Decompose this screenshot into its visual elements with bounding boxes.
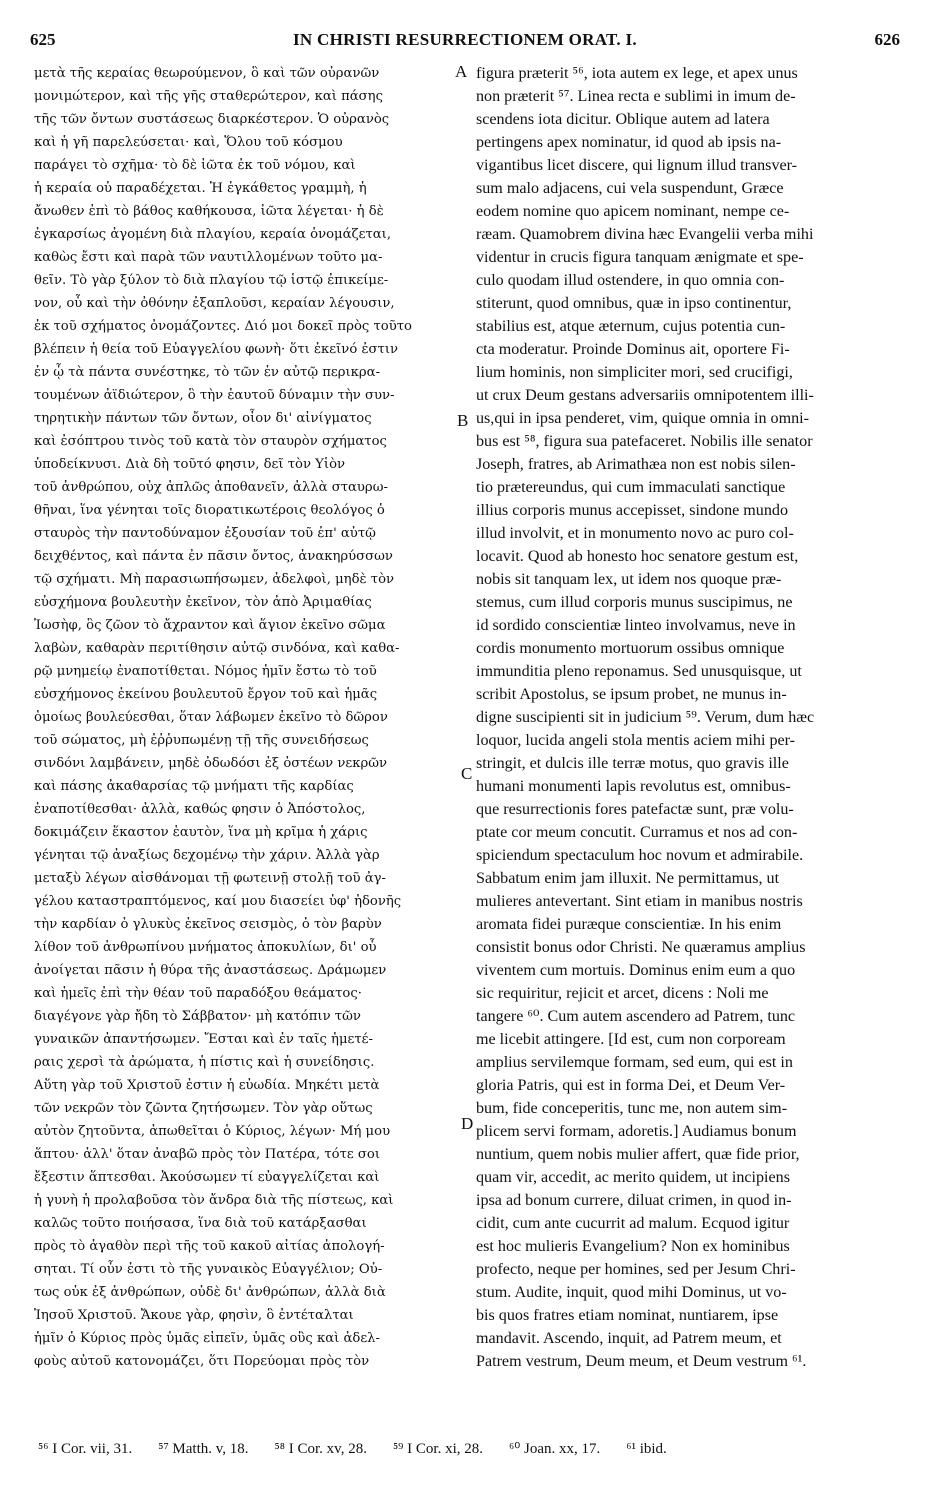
section-marker-a: A: [455, 62, 468, 81]
greek-text-line: εὐσχήμονα βουλευτὴν ἐκεῖνον, τὸν ἀπὸ Ἀριμαθίας: [34, 595, 372, 610]
greek-text-line: σινδόνι λαμβάνειν, μηδὲ ὀδωδόσι ἐξ ὀστέων νεκρῶν: [34, 756, 387, 771]
latin-text-line: stemus, cum illud corporis munus suscipimus, ne: [476, 594, 793, 611]
latin-text-line: illius corporis munus accepisset, sindone mundo: [476, 502, 788, 519]
latin-text-line: Patrem vestrum, Deum meum, et Deum vestrum ⁶¹.: [476, 1353, 807, 1370]
latin-text-line: culo quodam illud ostendere, in quo omnia con-: [476, 272, 785, 289]
greek-text-line: θῆναι, ἵνα γένηται τοῖς διορατικωτέροις θεολόγος ὁ: [34, 503, 385, 518]
latin-text-line: ut crux Deum gestans adversariis omnipotentem illi-: [476, 387, 814, 404]
greek-text-line: μεταξὺ λέγων αἰσθάνομαι τῇ φωτεινῇ στολῇ τοῦ ἀγ-: [34, 871, 386, 886]
latin-text-line: sic requiritur, rejicit et arcet, dicens : Noli me: [476, 985, 769, 1002]
greek-text-line: ἔξεστιν ἅπτεσθαι. Ἀκούσωμεν τί εὐαγγελίζεται καὶ: [34, 1170, 380, 1185]
greek-text-line: αὐτὸν ζητοῦντα, ἀπωθεῖται ὁ Κύριος, λέγων· Μή μου: [34, 1124, 391, 1139]
greek-text-line: παράγει τὸ σχῆμα· τὸ δὲ ἰῶτα ἐκ τοῦ νόμου, καὶ: [34, 158, 356, 173]
latin-text-line: figura præterit ⁵⁶, iota autem ex lege, et apex unus: [476, 65, 798, 82]
greek-text-line: ἐναποτίθεσθαι· ἀλλὰ, καθώς φησιν ὁ Ἀπόστολος,: [34, 802, 366, 817]
greek-text-line: ἡ κεραία οὐ παραδέχεται. Ἡ ἐγκάθετος γραμμὴ, ἡ: [34, 181, 367, 196]
greek-text-line: σηται. Τί οὖν ἐστι τὸ τῆς γυναικὸς Εὐαγγέλιον; Οὐ-: [34, 1262, 383, 1277]
greek-text-line: γυναικῶν ἀπαντήσωμεν. Ἔσται καὶ ἐν ταῖς ἡμετέ-: [34, 1032, 373, 1047]
latin-text-line: id sordido conscientiæ linteo involvamus, neve in: [476, 617, 796, 634]
latin-text-line: locavit. Quod ab honesto hoc senatore gestum est,: [476, 548, 799, 565]
greek-text-line: ραις χερσὶ τὰ ἀρώματα, ἡ πίστις καὶ ἡ συνείδησις.: [34, 1055, 375, 1070]
latin-text-line: Sabbatum enim jam illuxit. Ne permittamus, ut: [476, 870, 780, 887]
footnote: ⁶¹ ibid.: [626, 1441, 667, 1457]
latin-text-line: tangere ⁶⁰. Cum autem ascendero ad Patrem, tunc: [476, 1008, 796, 1025]
greek-text-line: γένηται τῷ ἀναξίως δεχομένῳ τὴν χάριν. Ἀλλὰ γὰρ: [34, 848, 380, 863]
footnote: ⁵⁶ I Cor. vii, 31.: [38, 1441, 133, 1457]
latin-text-line: sum malo adjacens, cui vela suspendunt, Græce: [476, 180, 784, 197]
latin-text-line: plicem servi formam, adoretis.] Audiamus bonum: [476, 1123, 797, 1140]
greek-text-line: τοῦ σώματος, μὴ ἐῤῥυπωμένῃ τῇ τῆς συνειδήσεως: [34, 733, 369, 748]
latin-text-line: profecto, neque per homines, sed per Jesum Chri-: [476, 1261, 796, 1278]
greek-text-line: τοῦ ἀνθρώπου, οὐχ ἁπλῶς ἀποθανεῖν, ἀλλὰ σταυρω-: [34, 480, 388, 495]
latin-text-line: ræam. Quamobrem divina hæc Evangelii verba mihi: [476, 226, 814, 243]
greek-text-line: ἐκ τοῦ σχήματος ὀνομάζοντες. Διό μοι δοκεῖ πρὸς τοῦτο: [34, 319, 412, 334]
greek-text-line: εὐσχήμονος ἐκείνου βουλευτοῦ ἔργον τοῦ καὶ ἡμᾶς: [34, 687, 378, 702]
latin-text-line: stum. Audite, inquit, quod mihi Dominus, ut vo-: [476, 1284, 787, 1301]
latin-text-line: pertingens apex nominatur, id quod ab ipsis na-: [476, 134, 782, 151]
greek-text-line: ὑποδείκνυσι. Διὰ δὴ τοῦτό φησιν, δεῖ τὸν Υἱὸν: [34, 457, 346, 472]
running-header: [30, 30, 900, 54]
latin-text-line: non præterit ⁵⁷. Linea recta e sublimi in imum de-: [476, 88, 796, 105]
latin-text-line: tio prætereundus, qui cum immaculati sanctique: [476, 479, 786, 496]
greek-text-line: καὶ πάσης ἀκαθαρσίας τῷ μνήματι τῆς καρδίας: [34, 779, 354, 794]
latin-text-line: quam vir, accedit, ac merito quidem, ut incipiens: [476, 1169, 790, 1186]
greek-text-line: γέλου καταστραπτόμενος, καί μου διασείει ὑφ' ἡδονῆς: [34, 894, 402, 909]
greek-text-line: Ἰησοῦ Χριστοῦ. Ἄκουε γὰρ, φησὶν, ὃ ἐντέταλται: [34, 1308, 354, 1323]
section-marker-d: D: [461, 1114, 474, 1133]
greek-text-line: τῷ σχήματι. Μὴ παρασιωπήσωμεν, ἀδελφοὶ, μηδὲ τὸν: [34, 572, 395, 587]
latin-text-line: bus est ⁵⁸, figura sua patefaceret. Nobilis ille senator: [476, 433, 813, 450]
page-number-left: 625: [30, 30, 56, 49]
greek-text-line: ἐν ᾧ τὰ πάντα συνέστηκε, τὸ τῶν ἐν αὐτῷ περικρα-: [34, 365, 381, 380]
latin-text-line: mulieres antevertant. Sint etiam in manibus nostris: [476, 893, 803, 910]
latin-text-line: bum, fide conceperitis, tunc me, non autem sim-: [476, 1100, 788, 1117]
latin-text-line: loquor, lucida angeli stola mentis aciem mihi per-: [476, 732, 796, 749]
greek-text-line: ἐγκαρσίως ἀγομένη διὰ πλαγίου, κεραία ὀνομάζεται,: [34, 227, 392, 242]
latin-text-line: gloria Patris, qui est in forma Dei, et Deum Ver-: [476, 1077, 786, 1094]
greek-text-column: [34, 62, 458, 1373]
latin-text-column: [476, 62, 898, 1373]
greek-text-line: καὶ ἡ γῆ παρελεύσεται· καὶ, Ὅλου τοῦ κόσμου: [34, 135, 343, 150]
latin-text-line: scribit Apostolus, se ipsum probet, ne munus in-: [476, 686, 787, 703]
latin-text-line: viventem cum mortuis. Dominus enim eum a quo: [476, 962, 796, 979]
section-marker-c: C: [461, 764, 473, 783]
greek-text-line: βλέπειν ἡ θεία τοῦ Εὐαγγελίου φωνὴ· ὅτι ἐκεῖνό ἐστιν: [34, 342, 399, 357]
latin-text-line: humani monumenti lapis revolutus est, omnibus-: [476, 778, 791, 795]
latin-text-line: cidit, cum ante cucurrit ad malum. Ecquod igitur: [476, 1215, 790, 1232]
greek-text-line: πρὸς τὸ ἀγαθὸν περὶ τῆς τοῦ κακοῦ αἰτίας ἀπολογή-: [34, 1239, 385, 1254]
latin-text-line: consistit bonus odor Christi. Ne quæramus amplius: [476, 939, 806, 956]
greek-text-line: τῶν νεκρῶν τὸν ζῶντα ζητήσωμεν. Τὸν γὰρ οὕτως: [34, 1101, 373, 1116]
latin-text-line: eodem nomine quo apicem nominant, nempe ce-: [476, 203, 790, 220]
running-title: IN CHRISTI RESURRECTIONEM ORAT. I.: [293, 30, 637, 49]
latin-text-line: stabilius est, atque æternum, cujus potentia cun-: [476, 318, 786, 335]
latin-text-line: us,qui in ipsa penderet, vim, quique omnia in omni-: [476, 410, 810, 427]
footnotes: [38, 1439, 898, 1463]
greek-text-line: Ἰωσὴφ, ὃς ζῶον τὸ ἄχραντον καὶ ἅγιον ἐκεῖνο σῶμα: [34, 618, 386, 633]
greek-text-line: καθὼς ἔστι καὶ παρὰ τῶν ναυτιλλομένων τοῦτο μα-: [34, 250, 383, 265]
latin-text-line: nobis sit tanquam lex, ut idem nos quoque præ-: [476, 571, 782, 588]
greek-text-line: Αὕτη γὰρ τοῦ Χριστοῦ ἐστιν ἡ εὐωδία. Μηκέτι μετὰ: [34, 1078, 380, 1093]
latin-text-line: lium hominis, non simpliciter mori, sed crucifigi,: [476, 364, 793, 381]
section-marker-b: B: [457, 411, 469, 430]
greek-text-line: ἅπτου· ἀλλ' ὅταν ἀναβῶ πρὸς τὸν Πατέρα, τότε σοι: [34, 1147, 381, 1162]
greek-text-line: δειχθέντος, καὶ πάντα ἐν πᾶσιν ὄντος, ἀνακηρύσσων: [34, 549, 393, 564]
footnote: ⁵⁹ I Cor. xi, 28.: [392, 1441, 483, 1457]
latin-text-line: Joseph, fratres, ab Arimathæa non est nobis silen-: [476, 456, 796, 473]
latin-text-line: digne suscipienti sit in judicium ⁵⁹. Verum, dum hæc: [476, 709, 815, 726]
footnote: ⁶⁰ Joan. xx, 17.: [509, 1441, 601, 1457]
greek-text-line: μετὰ τῆς κεραίας θεωρούμενον, ὃ καὶ τῶν οὐρανῶν: [34, 66, 380, 81]
greek-text-line: νον, οὗ καὶ τὴν ὀθόνην ἐξαπλοῦσι, κεραίαν λέγουσιν,: [34, 296, 395, 311]
latin-text-line: ipsa ad bonum currere, diluat crimen, in quod in-: [476, 1192, 792, 1209]
greek-text-line: λίθον τοῦ ἀνθρωπίνου μνήματος ἀποκυλίων, δι' οὗ: [34, 940, 377, 955]
latin-text-line: spiciendum spectaculum hoc novum et admirabile.: [476, 847, 804, 864]
footnote: ⁵⁷ Matth. v, 18.: [158, 1441, 249, 1457]
latin-text-line: aromata fidei puræque conscientiæ. In his enim: [476, 916, 782, 933]
greek-text-line: καὶ ἐσόπτρου τινὸς τοῦ κατὰ τὸν σταυρὸν σχήματος: [34, 434, 387, 449]
greek-text-line: φοὺς αὐτοῦ κατονομάζει, ὅτι Πορεύομαι πρὸς τὸν: [34, 1354, 370, 1369]
greek-text-line: σταυρὸς τὴν παντοδύναμον ἐξουσίαν τοῦ ἐπ' αὐτῷ: [34, 526, 376, 541]
greek-text-line: τῆς τῶν ὄντων συστάσεως διαρκέστερον. Ὁ οὐρανὸς: [34, 112, 390, 127]
greek-text-line: λαβὼν, καθαρὰν περιτίθησιν αὐτῷ σινδόνα, καὶ καθα-: [34, 641, 400, 656]
latin-text-line: que resurrectionis fores patefactæ sunt, præ volu-: [476, 801, 794, 818]
greek-text-line: τηρητικὴν πάντων τῶν ὄντων, οἷον δι' αἰνίγματος: [34, 411, 372, 426]
greek-text-line: ἀνοίγεται πᾶσιν ἡ θύρα τῆς ἀναστάσεως. Δράμωμεν: [34, 963, 387, 978]
latin-text-line: vigantibus licet discere, qui lignum illud transver-: [476, 157, 798, 174]
latin-text-line: bis quos fratres etiam nominat, nuntiarem, ipse: [476, 1307, 779, 1324]
greek-text-line: ἄνωθεν ἐπὶ τὸ βάθος καθήκουσα, ἰῶτα λέγεται· ἡ δὲ: [34, 204, 384, 219]
greek-text-line: ρῷ μνημείῳ ἐναποτίθεται. Νόμος ἡμῖν ἔστω τὸ τοῦ: [34, 664, 377, 679]
latin-text-line: immunditia pleno reponamus. Sed unusquisque, ut: [476, 663, 802, 680]
greek-text-line: θεῖν. Τὸ γὰρ ξύλον τὸ διὰ πλαγίου τῷ ἱστῷ ἐπικείμε-: [34, 273, 389, 288]
page-number-right: 626: [874, 30, 900, 49]
footnote: ⁵⁸ I Cor. xv, 28.: [274, 1441, 367, 1457]
latin-text-line: cta moderatur. Proinde Dominus ait, oportere Fi-: [476, 341, 790, 358]
greek-text-line: ὁμοίως βουλεύεσθαι, ὅταν λάβωμεν ἐκεῖνο τὸ δῶρον: [34, 710, 388, 725]
latin-text-line: mandavit. Ascendo, inquit, ad Patrem meum, et: [476, 1330, 782, 1347]
latin-text-line: me licebit attingere. [Id est, cum non corpoream: [476, 1031, 786, 1048]
latin-text-line: ptate cor meum concutit. Curramus et nos ad con-: [476, 824, 798, 841]
latin-text-line: illud involvit, et in monumento novo ac puro col-: [476, 525, 794, 542]
latin-text-line: amplius servilemque formam, sed eum, qui est in: [476, 1054, 793, 1071]
greek-text-line: διαγέγονε γὰρ ἤδη τὸ Σάββατον· μὴ κατόπιν τῶν: [34, 1009, 361, 1024]
greek-text-line: μονιμώτερον, καὶ τῆς γῆς σταθερώτερον, καὶ πάσης: [34, 89, 383, 104]
greek-text-line: τὴν καρδίαν ὁ γλυκὺς ἐκεῖνος σεισμὸς, ὁ τὸν βαρὺν: [34, 917, 382, 932]
latin-text-line: stringit, et dulcis ille terræ motus, quo gravis ille: [476, 755, 789, 772]
greek-text-line: τως οὐκ ἐξ ἀνθρώπων, οὐδὲ δι' ἀνθρώπων, ἀλλὰ διὰ: [34, 1285, 386, 1300]
greek-text-line: ἡμῖν ὁ Κύριος πρὸς ὑμᾶς εἰπεῖν, ὑμᾶς οὓς καὶ ἀδελ-: [34, 1331, 380, 1346]
latin-text-line: nuntium, quem nobis mulier affert, quæ fide prior,: [476, 1146, 800, 1163]
latin-text-line: stiterunt, quod omnibus, quæ in ipso continentur,: [476, 295, 792, 312]
latin-text-line: cordis monumento mortuorum ossibus omnique: [476, 640, 785, 657]
greek-text-line: ἡ γυνὴ ἡ προλαβοῦσα τὸν ἄνδρα διὰ τῆς πίστεως, καὶ: [34, 1193, 394, 1208]
latin-text-line: scendens iota dicitur. Oblique autem ad latera: [476, 111, 770, 128]
greek-text-line: τουμένων ἀϊδιώτερον, ὃ τὴν ἑαυτοῦ δύναμιν τὴν συν-: [34, 388, 395, 403]
greek-text-line: καὶ ἡμεῖς ἐπὶ τὴν θέαν τοῦ παραδόξου θεάματος·: [34, 986, 362, 1001]
greek-text-line: δοκιμάζειν ἕκαστον ἑαυτὸν, ἵνα μὴ κρῖμα ἡ χάρις: [34, 825, 368, 840]
latin-text-line: videntur in crucis figura tanquam ænigmate et spe-: [476, 249, 804, 266]
greek-text-line: καλῶς τοῦτο ποιήσασα, ἵνα διὰ τοῦ κατάρξασθαι: [34, 1216, 367, 1231]
latin-text-line: est hoc mulieris Evangelium? Non ex hominibus: [476, 1238, 790, 1255]
